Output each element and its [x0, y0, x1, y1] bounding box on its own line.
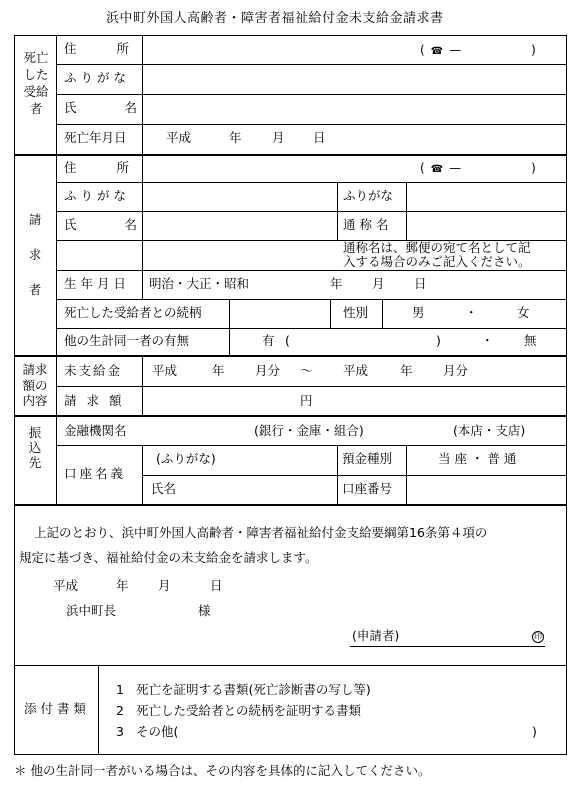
claimant-name-label: 氏 名	[64, 217, 159, 232]
sex-option-male[interactable]: 男	[412, 305, 425, 320]
claim-unpaid-label: 未支給金	[64, 363, 123, 378]
deceased-death-era: 平成	[166, 130, 192, 145]
attachment-item-2-text: 死亡した受給者との続柄を証明する書類	[136, 703, 362, 718]
claim-amount-label: 請 求 額	[64, 393, 125, 408]
divider	[406, 445, 407, 504]
divider	[382, 299, 383, 328]
account-number-label: 口座番号	[342, 481, 393, 496]
claim-month-1: 月分	[255, 363, 281, 378]
claimant-year-unit: 年	[330, 276, 343, 291]
divider	[56, 124, 567, 125]
applicant-signature-field[interactable]	[412, 626, 530, 644]
divider	[56, 270, 567, 271]
divider	[56, 94, 567, 95]
claim-month-2: 月分	[443, 363, 469, 378]
claim-era-1: 平成	[152, 363, 178, 378]
claimant-sex-label: 性別	[343, 305, 369, 320]
divider	[330, 299, 331, 328]
account-holder-field[interactable]	[180, 478, 332, 500]
deposit-type-label: 預金種別	[342, 451, 393, 466]
divider	[56, 211, 567, 212]
deceased-phone: ( ☎ — )	[420, 43, 536, 57]
claimant-relation-label: 死亡した受給者との続柄	[64, 305, 202, 320]
claimant-relation-field[interactable]	[233, 302, 327, 326]
household-option-yes[interactable]: 有	[262, 333, 275, 348]
household-paren-open: (	[285, 333, 290, 348]
claimant-day-unit: 日	[414, 276, 427, 291]
sex-option-female[interactable]: 女	[517, 305, 530, 320]
declaration-era: 平成	[53, 578, 79, 593]
declaration-day: 日	[210, 578, 223, 593]
attachment-item-3-num: 3	[116, 724, 124, 739]
deceased-furigana-label: ふりがな	[64, 70, 131, 85]
claimant-section-label: 請求者	[28, 212, 42, 297]
attachment-item-1-num: 1	[116, 682, 124, 697]
declaration-line1: 上記のとおり、浜中町外国人高齢者・障害者福祉給付金支給要綱第16条第４項の	[34, 525, 488, 540]
alias-note-line1: 通称名は、郵便の宛て名として記	[343, 240, 531, 255]
footnote: ＊ 他の生計同一者がいる場合は、その内容を具体的に記入してください。	[14, 763, 431, 778]
branch-types: (本店・支店)	[453, 423, 526, 438]
deceased-name-label: 氏 名	[64, 100, 159, 115]
attachment-close-paren: )	[532, 724, 537, 739]
household-separator: ・	[481, 333, 494, 348]
divider	[56, 445, 567, 446]
account-number-field[interactable]	[410, 478, 562, 500]
divider	[142, 355, 143, 415]
household-detail-field[interactable]	[298, 331, 430, 353]
deposit-types[interactable]: 当 座 ・ 普 通	[438, 451, 517, 466]
divider	[142, 475, 567, 476]
form-title: 浜中町外国人高齢者・障害者福祉給付金未支給金請求書	[106, 11, 444, 26]
attachment-other-field[interactable]	[200, 722, 525, 742]
addressee: 浜中町長	[66, 603, 117, 618]
divider	[56, 154, 57, 355]
transfer-bank-label: 金融機関名	[64, 423, 127, 438]
claimant-month-unit: 月	[372, 276, 385, 291]
claimant-furigana-field[interactable]	[146, 185, 334, 209]
deceased-death-date-label: 死亡年月日	[64, 130, 127, 145]
phone-icon: ☎	[430, 164, 444, 175]
claimant-birth-eras: 明治・大正・昭和	[149, 276, 250, 291]
claimant-household-label: 他の生計同一者の有無	[64, 333, 190, 348]
declaration-year: 年	[116, 578, 129, 593]
divider	[56, 415, 57, 504]
alias-note-line2: 入する場合のみご記入ください。	[343, 254, 531, 269]
claimant-furigana-label: ふりがな	[64, 188, 131, 203]
bank-name-field[interactable]	[146, 420, 246, 442]
deceased-section-label: 死亡した受給者	[23, 50, 49, 116]
divider	[229, 328, 230, 355]
divider	[56, 355, 57, 415]
claim-year-2: 年	[400, 363, 413, 378]
divider	[14, 355, 567, 357]
divider	[229, 299, 230, 328]
household-option-no[interactable]: 無	[524, 333, 537, 348]
claimant-name-field[interactable]	[146, 214, 334, 238]
divider	[56, 182, 567, 183]
divider	[337, 445, 338, 504]
claimant-alias-furigana-label: ふりがな	[343, 188, 394, 203]
claim-tilde: 〜	[300, 363, 313, 378]
claimant-alias-field[interactable]	[410, 214, 562, 238]
seal-icon: 印	[534, 632, 542, 641]
claim-section-label: 請求額の内容	[22, 362, 48, 409]
attachments-label: 添 付 書 類	[24, 701, 86, 716]
claim-year-1: 年	[212, 363, 225, 378]
sex-separator: ・	[465, 305, 478, 320]
branch-name-field[interactable]	[386, 420, 446, 442]
claimant-birth-label: 生 年 月 日	[64, 276, 126, 291]
claimant-address-field[interactable]	[146, 157, 416, 181]
attachment-item-3-text: その他(	[136, 724, 179, 739]
transfer-section-label: 振込先	[28, 425, 42, 470]
claim-yen-unit: 円	[300, 393, 313, 408]
divider	[14, 504, 567, 506]
divider	[56, 299, 567, 300]
account-name-sub: 氏名	[151, 481, 177, 496]
deceased-year-unit: 年	[229, 130, 242, 145]
applicant-label: (申請者)	[352, 628, 400, 643]
household-paren-close: )	[436, 333, 441, 348]
divider	[56, 64, 567, 65]
attachment-item-2-num: 2	[116, 703, 124, 718]
account-name-label: 口座名義	[64, 466, 127, 481]
divider	[142, 270, 143, 299]
phone-icon: ☎	[430, 46, 444, 57]
declaration-line2: 規定に基づき、福祉給付金の未支給金を請求します。	[19, 550, 318, 565]
claimant-alias-furigana-field[interactable]	[410, 185, 562, 209]
declaration-month: 月	[158, 578, 171, 593]
deceased-furigana-field[interactable]	[146, 67, 562, 91]
deceased-day-unit: 日	[313, 130, 326, 145]
bank-types: (銀行・金庫・組合)	[254, 423, 364, 438]
applicant-underline	[350, 646, 545, 647]
addressee-honorific: 様	[198, 603, 211, 618]
divider	[14, 415, 567, 417]
divider	[98, 665, 99, 755]
divider	[56, 386, 567, 387]
claim-amount-field[interactable]	[146, 390, 296, 412]
claimant-address-label: 住 所	[64, 160, 147, 175]
attachment-item-1-text: 死亡を証明する書類(死亡診断書の写し等)	[136, 682, 371, 697]
account-furigana-hint: (ふりがな)	[156, 451, 216, 466]
account-furigana-field[interactable]	[240, 448, 332, 470]
divider	[56, 328, 567, 329]
deceased-name-field[interactable]	[146, 97, 562, 121]
divider	[14, 154, 567, 156]
claimant-alias-label: 通 称 名	[343, 217, 389, 232]
deceased-address-label: 住 所	[64, 41, 147, 56]
deceased-month-unit: 月	[272, 130, 285, 145]
claim-era-2: 平成	[343, 363, 369, 378]
seal-mark	[532, 629, 544, 643]
deceased-address-field[interactable]	[146, 38, 416, 62]
claimant-phone: ( ☎ — )	[420, 161, 536, 175]
